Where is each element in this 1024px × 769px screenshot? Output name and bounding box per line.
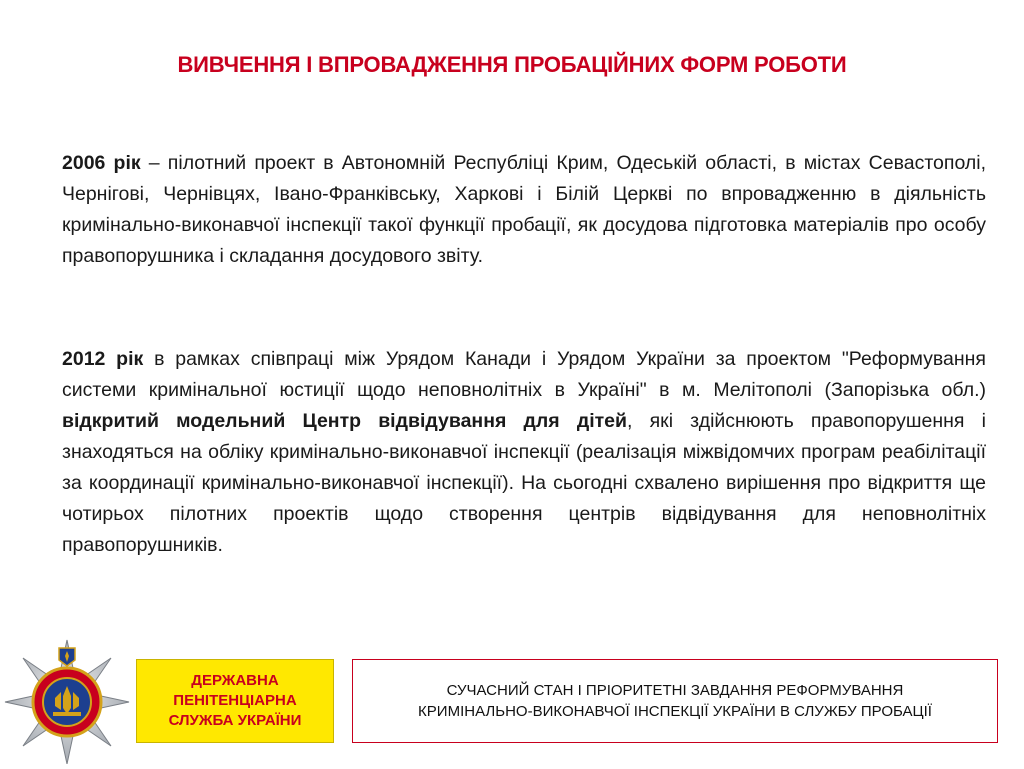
paragraph-2006 [62,148,986,272]
paragraph-2006-text: – пілотний проект в Автономній Республіці Крим, Одеській області, в містах Севастополі, Чернігові, Чернівцях, Івано-Франківську, Харкові і Білій Церкві по впровадженню в діяльність кримінально-виконавчої інспекції такої функції пробації, як досудова підготовка матеріалів про особу правопорушника і складання досудового звіту. [62,152,986,267]
service-name-line-2: ПЕНІТЕНЦІАРНА [173,692,297,709]
paragraph-2012-text-after: , які здійснюють правопорушення і знаходяться на обліку кримінально-виконавчої інспекції (реалізація міжвідомчих програм реабілітації за координації кримінально-виконавчої інспекції). На сьогодні схвалено вирішення про відкриття ще чотирьох пілотних проектів щодо створення центрів відвідування для неповнолітніх правопорушників. [62,410,986,556]
presentation-subtitle-box [352,659,998,743]
slide-title: ВИВЧЕННЯ І ВПРОВАДЖЕННЯ ПРОБАЦІЙНИХ ФОРМ РОБОТИ [177,52,847,77]
service-name-line-3: СЛУЖБА УКРАЇНИ [168,712,302,729]
paragraph-2012-text-before: в рамках співпраці між Урядом Канади і Урядом України за проектом "Реформування системи кримінальної юстиції щодо неповнолітніх в Україні" в м. Мелітополі (Запорізька обл.) [62,348,986,401]
paragraph-2012 [62,344,986,561]
service-name-line-1: ДЕРЖАВНА [191,672,279,689]
year-2012-label: 2012 рік [62,348,144,370]
service-name-box [136,659,334,743]
penitentiary-service-emblem-icon [4,636,130,764]
subtitle-line-1: СУЧАСНИЙ СТАН І ПРІОРИТЕТНІ ЗАВДАННЯ РЕФОРМУВАННЯ [446,682,904,699]
year-2006-label: 2006 рік [62,152,141,174]
subtitle-line-2: КРИМІНАЛЬНО-ВИКОНАВЧОЇ ІНСПЕКЦІЇ УКРАЇНИ В СЛУЖБУ ПРОБАЦІЇ [418,703,932,720]
paragraph-2012-highlight: відкритий модельний Центр відвідування для дітей [62,410,628,432]
